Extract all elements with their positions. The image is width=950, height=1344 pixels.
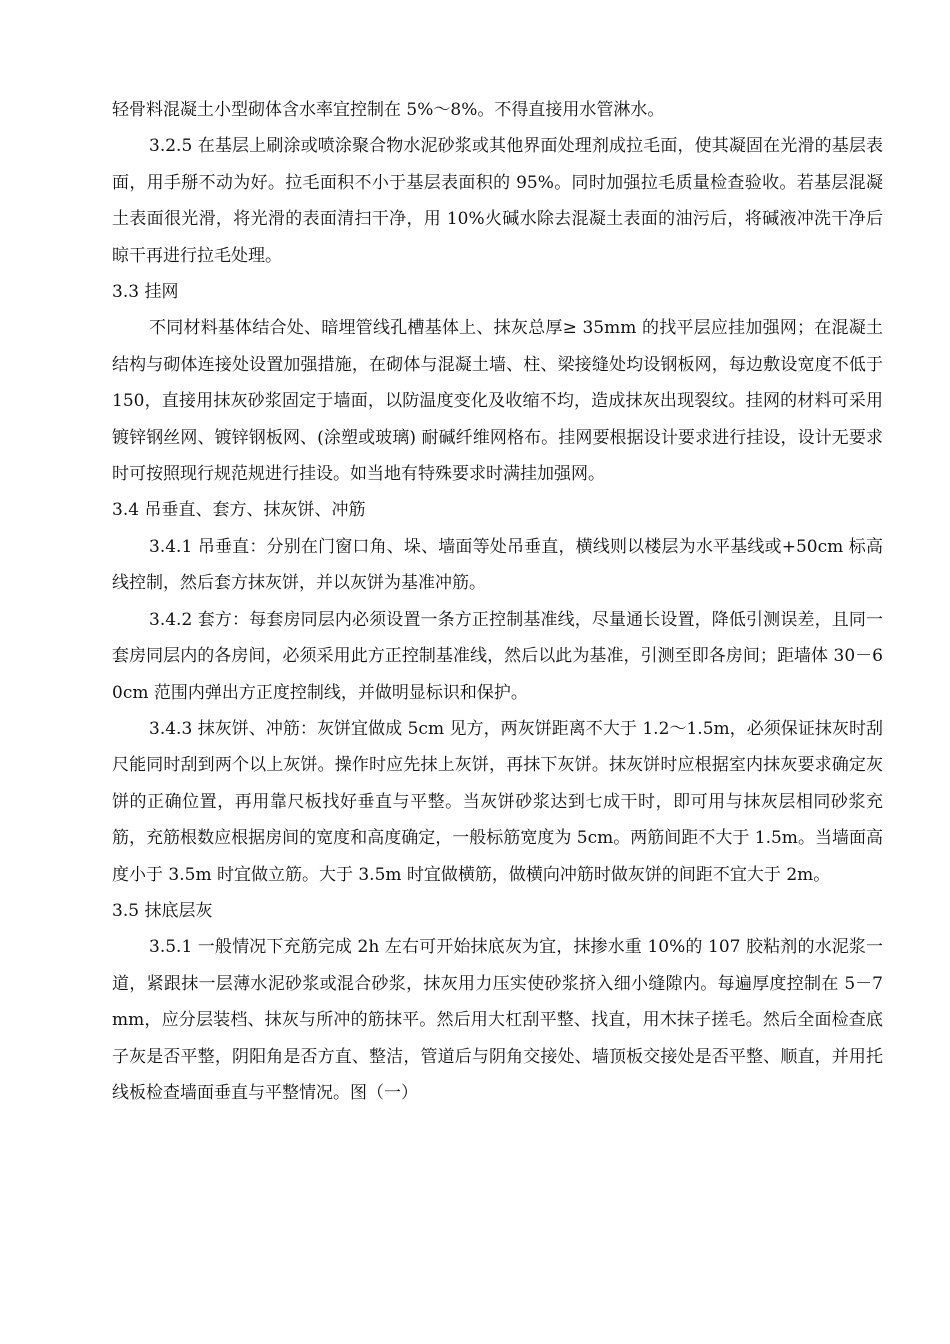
- document-page: [112, 92, 883, 1111]
- paragraph-moisture-content: 轻骨料混凝土小型砌体含水率宜控制在 5%～8%。不得直接用水管淋水。: [112, 100, 665, 120]
- paragraph-3-4-2: 3.4.2 套方：每套房同层内必须设置一条方正控制基准线，尽量通长设置，降低引测误差，且同一套房同层内的各房间，必须采用此方正控制基准线，然后以此为基准，引测至即各房间；距墙体 30－60cm 范围内弹出方正度控制线，并做明显标识和保护。: [112, 609, 883, 703]
- section-heading-3-5: 3.5 抹底层灰: [112, 900, 213, 921]
- paragraph-3-4-1: 3.4.1 吊垂直：分别在门窗口角、垛、墙面等处吊垂直，横线则以楼层为水平基线或+50cm 标高线控制，然后套方抹灰饼，并以灰饼为基准冲筋。: [112, 536, 883, 594]
- paragraph-3-5-1: 3.5.1 一般情况下充筋完成 2h 左右可开始抹底灰为宜，抹掺水重 10%的 107 胶粘剂的水泥浆一道，紧跟抹一层薄水泥砂浆或混合砂浆，抹灰用力压实使砂浆挤入细小缝隙内。每遍厚度控制在 5－7mm，应分层装档、抹灰与所冲的筋抹平。然后用大杠刮平整、找直，用木抹子搓毛。然后全面检查底子灰是否平整，阴阳角是否方直、整洁，管道后与阴角交接处、墙顶板交接处是否平整、顺直，并用托线板检查墙面垂直与平整情况。图（一）: [112, 937, 883, 1103]
- paragraph-3-4-3: 3.4.3 抹灰饼、冲筋：灰饼宜做成 5cm 见方，两灰饼距离不大于 1.2～1.5m，必须保证抹灰时刮尺能同时刮到两个以上灰饼。操作时应先抹上灰饼，再抹下灰饼。抹灰饼时应根据室内抹灰要求确定灰饼的正确位置，再用靠尺板找好垂直与平整。当灰饼砂浆达到七成干时，即可用与抹灰层相同砂浆充筋，充筋根数应根据房间的宽度和高度确定，一般标筋宽度为 5cm。两筋间距不大于 1.5m。当墙面高度小于 3.5m 时宜做立筋。大于 3.5m 时宜做横筋，做横向冲筋时做灰饼的间距不宜大于 2m。: [112, 718, 883, 885]
- paragraph-3-2-5: 3.2.5 在基层上刷涂或喷涂聚合物水泥砂浆或其他界面处理剂成拉毛面，使其凝固在光滑的基层表面，用手掰不动为好。拉毛面积不小于基层表面积的 95%。同时加强拉毛质量检查验收。若基层混凝土表面很光滑，将光滑的表面清扫干净，用 10%火碱水除去混凝土表面的油污后，将碱液冲洗干净后晾干再进行拉毛处理。: [112, 136, 883, 266]
- section-heading-3-4: 3.4 吊垂直、套方、抹灰饼、冲筋: [112, 500, 366, 521]
- paragraph-3-3-mesh: 不同材料基体结合处、暗埋管线孔槽基体上、抹灰总厚≥ 35mm 的找平层应挂加强网；在混凝土结构与砌体连接处设置加强措施，在砌体与混凝土墙、柱、梁接缝处均设钢板网，每边敷设宽度不低于 150，直接用抹灰砂浆固定于墙面，以防温度变化及收缩不均，造成抹灰出现裂纹。挂网的材料可采用镀锌钢丝网、镀锌钢板网、(涂塑或玻璃) 耐碱纤维网格布。挂网要根据设计要求进行挂设，设计无要求时可按照现行规范规进行挂设。如当地有特殊要求时满挂加强网。: [112, 318, 883, 485]
- section-heading-3-3: 3.3 挂网: [112, 282, 179, 303]
